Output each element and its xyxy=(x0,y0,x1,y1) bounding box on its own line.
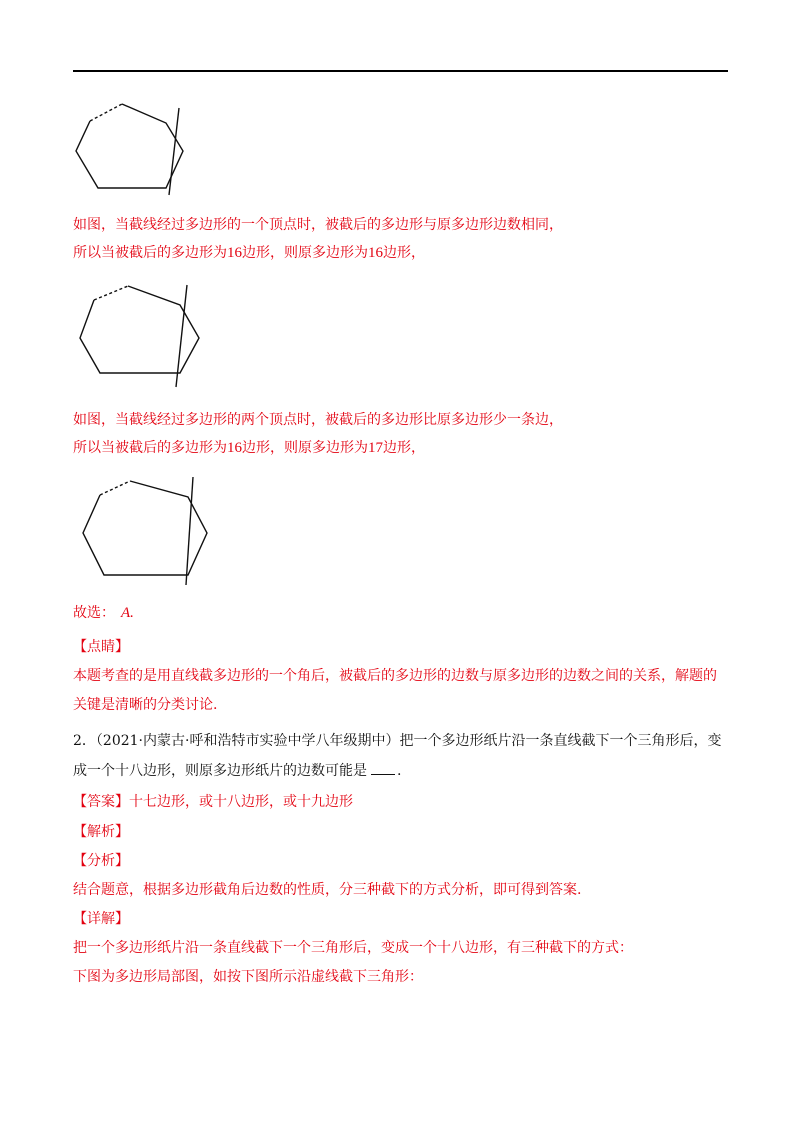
figure-cut-along-side xyxy=(80,473,210,588)
polygon-dashed-edge xyxy=(90,104,122,121)
fenxi-heading: 【分析】 xyxy=(73,853,129,869)
fenxi-text: 结合题意，根据多边形截角后边数的性质，分三种截下的方式分析，即可得到答案. xyxy=(73,882,582,898)
xiangjie-line2: 下图为多边形局部图，如按下图所示沿虚线截下三角形： xyxy=(73,969,423,985)
para2-line1: 如图，当截线经过多边形的两个顶点时，被截后的多边形比原多边形少一条边， xyxy=(73,412,563,428)
cut-line xyxy=(186,477,193,585)
jiexi-heading: 【解析】 xyxy=(73,824,129,840)
figure-cut-two-vertices xyxy=(74,280,204,390)
polygon-solid-edges xyxy=(80,286,199,373)
dianjing-line1: 本题考查的是用直线截多边形的一个角后，被截后的多边形的边数与原多边形的边数之间的关系，解题的 xyxy=(73,668,717,684)
question2-line2: 成一个十八边形，则原多边形纸片的边数可能是 . xyxy=(73,763,402,779)
xiangjie-heading: 【详解】 xyxy=(73,911,129,927)
answer-blank xyxy=(371,762,395,775)
polygon-dashed-edge xyxy=(100,481,130,495)
question2-line1: 2．（2021·内蒙古·呼和浩特市实验中学八年级期中）把一个多边形纸片沿一条直线截下一个三角形后，变 xyxy=(73,733,722,749)
xiangjie-line1: 把一个多边形纸片沿一条直线截下一个三角形后，变成一个十八边形，有三种截下的方式： xyxy=(73,940,633,956)
header-rule xyxy=(73,70,728,72)
figure-cut-one-vertex xyxy=(70,98,195,198)
cut-line xyxy=(169,108,179,195)
answer2: 【答案】十七边形，或十八边形，或十九边形 xyxy=(73,794,353,810)
dianjing-line2: 关键是清晰的分类讨论. xyxy=(73,697,218,713)
polygon-solid-edges xyxy=(83,481,207,575)
dianjing-heading: 【点睛】 xyxy=(73,639,129,655)
para2-line2: 所以当被截后的多边形为16边形，则原多边形为17边形， xyxy=(73,440,425,456)
para1-line1: 如图，当截线经过多边形的一个顶点时，被截后的多边形与原多边形边数相同， xyxy=(73,217,563,233)
polygon-dashed-edge xyxy=(94,286,128,300)
answer-choice: 故选： A. xyxy=(73,605,134,621)
para1-line2: 所以当被截后的多边形为16边形，则原多边形为16边形， xyxy=(73,245,425,261)
polygon-solid-edges xyxy=(76,104,183,188)
